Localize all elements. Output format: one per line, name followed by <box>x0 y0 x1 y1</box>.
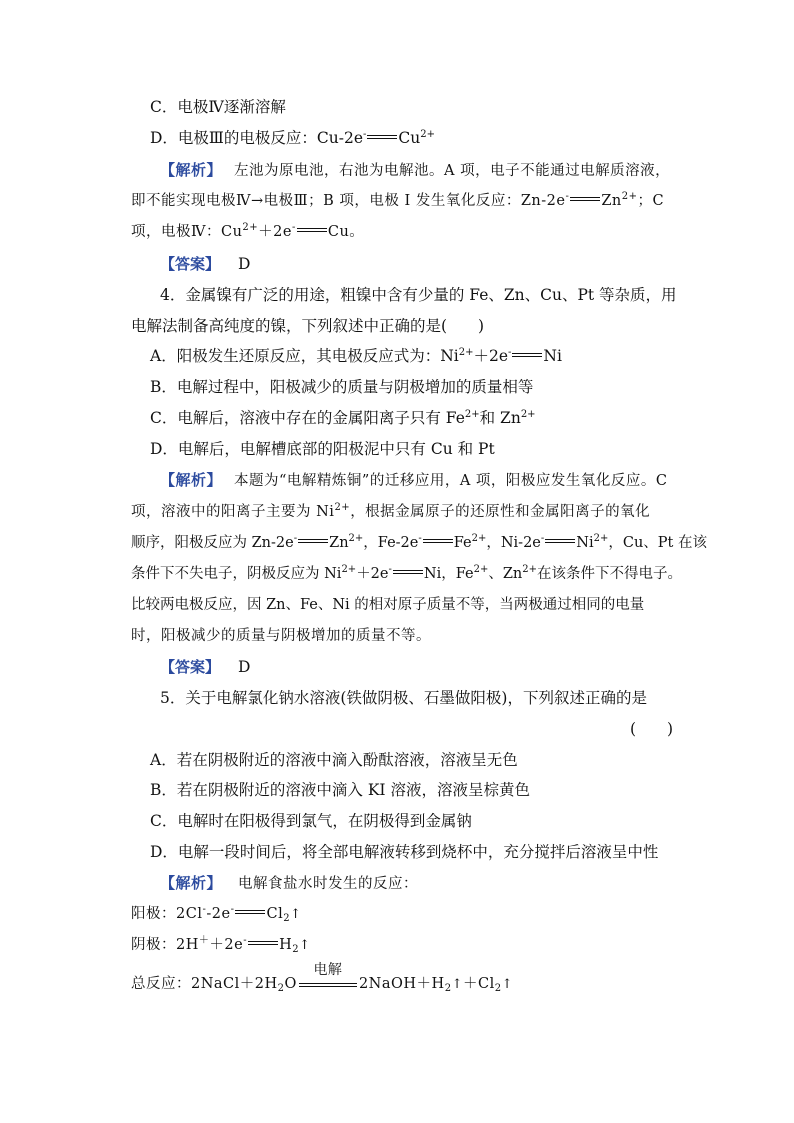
superscript: - <box>243 935 248 946</box>
reaction-condition <box>299 962 357 994</box>
condition-label: 电解 <box>313 962 343 978</box>
q5-total-equation <box>131 962 513 995</box>
option-text: D．电极Ⅲ的电极反应：Cu-2e <box>150 129 363 147</box>
analysis-text: 项，电极Ⅳ：Cu <box>131 224 243 240</box>
option-text: C．电解后，溶液中存在的金属阳离子只有 Fe <box>150 409 465 427</box>
option-text: Cu <box>398 129 421 147</box>
equals-sign <box>297 228 327 232</box>
analysis-text: 阴极：2H <box>131 937 199 953</box>
q5-anode-equation <box>131 904 301 925</box>
analysis-text: 阳极：2Cl <box>131 906 203 922</box>
superscript: 2+ <box>420 129 435 140</box>
superscript: 2+ <box>522 564 537 575</box>
q3-option-c <box>150 97 286 117</box>
superscript: 2+ <box>334 502 351 513</box>
gas-arrow-icon: ↑ <box>290 907 302 922</box>
analysis-text: 电解食盐水时发生的反应： <box>238 876 419 892</box>
answer-tag: 【答案】 <box>160 255 221 273</box>
analysis-text: 本题为“电解精炼铜”的迁移应用，A 项，阳极应发生氧化反应。C <box>234 473 668 489</box>
analysis-text: Zn <box>601 193 622 209</box>
q4-analysis-line-5 <box>131 595 644 615</box>
equals-sign <box>570 197 600 201</box>
q4-stem-line-2 <box>131 316 484 336</box>
q3-analysis-line-2 <box>131 191 664 211</box>
q4-option-c <box>150 408 536 428</box>
superscript: 2+ <box>520 409 536 420</box>
analysis-tag: 【解析】 <box>160 874 223 892</box>
equals-sign <box>545 539 575 543</box>
equals-sign <box>512 353 542 357</box>
option-text: B．若在阴极附近的溶液中滴入 KI 溶液，溶液呈棕黄色 <box>150 781 530 799</box>
q4-option-a <box>150 346 562 366</box>
superscript: 2+ <box>348 533 364 544</box>
equals-sign <box>393 570 423 574</box>
q5-answer-paren <box>630 719 673 739</box>
analysis-text: ＋2e <box>356 566 389 582</box>
q3-answer <box>160 254 250 274</box>
gas-arrow-icon: ↑ <box>451 977 463 992</box>
superscript: 2+ <box>621 191 638 202</box>
analysis-text: 左池为原电池，右池为电解池。A 项，电子不能通过电解质溶液， <box>234 163 671 179</box>
option-text: D．电解后，电解槽底部的阳极泥中只有 Cu 和 Pt <box>150 440 495 458</box>
q5-cathode-equation <box>131 935 311 956</box>
analysis-text: Ni <box>576 535 594 551</box>
equals-sign <box>423 539 453 543</box>
analysis-text: 时，阳极减少的质量与阴极增加的质量不等。 <box>131 628 431 644</box>
subscript: 2 <box>494 983 502 994</box>
analysis-text: H <box>279 937 293 953</box>
analysis-text: Ni，Fe <box>423 566 474 582</box>
q4-answer <box>160 657 250 677</box>
superscript: 2+ <box>458 347 474 358</box>
subscript: 2 <box>283 913 291 924</box>
subscript: 2 <box>444 983 452 994</box>
equals-sign <box>248 941 278 945</box>
analysis-text: 条件下不失电子，阴极反应为 Ni <box>131 566 342 582</box>
q4-option-b <box>150 377 533 397</box>
analysis-text: ，Cu、Pt 在该 <box>608 535 707 551</box>
option-text: C．电极Ⅳ逐渐溶解 <box>150 98 286 116</box>
answer-value: D <box>238 255 251 273</box>
q5-option-a <box>150 750 518 770</box>
analysis-text: Zn <box>329 535 349 551</box>
q5-option-c <box>150 811 472 831</box>
q4-analysis-line-4 <box>131 564 682 584</box>
q4-analysis-line-1 <box>160 470 668 491</box>
option-text: C．电解时在阳极得到氯气，在阴极得到金属钠 <box>150 812 472 830</box>
equals-sign <box>367 135 397 139</box>
analysis-text: -2e <box>206 906 231 922</box>
q5-stem <box>160 688 647 708</box>
superscript: - <box>363 129 367 140</box>
q5-option-d <box>150 842 658 862</box>
analysis-tag: 【解析】 <box>160 471 223 489</box>
superscript: - <box>291 222 296 233</box>
question-stem: 4．金属镍有广泛的用途，粗镍中含有少量的 Fe、Zn、Cu、Pt 等杂质，用 <box>160 286 677 304</box>
analysis-tag: 【解析】 <box>160 161 223 179</box>
gas-arrow-icon: ↑ <box>299 938 311 953</box>
subscript: 2 <box>277 983 285 994</box>
analysis-text: ，Fe-2e <box>363 535 419 551</box>
analysis-text: O <box>284 976 297 992</box>
q4-analysis-line-3 <box>131 533 707 553</box>
superscript: 2+ <box>593 533 609 544</box>
q4-analysis-line-2 <box>131 502 650 522</box>
superscript: - <box>202 904 207 915</box>
analysis-text: 顺序，阳极反应为 Zn-2e <box>131 535 294 551</box>
q5-analysis-line-1 <box>160 873 418 894</box>
option-text: 和 Zn <box>479 409 521 427</box>
analysis-text: 总反应：2NaCl＋2H <box>131 976 278 992</box>
answer-value: D <box>238 658 251 676</box>
option-text: D．电解一段时间后，将全部电解液转移到烧杯中，充分搅拌后溶液呈中性 <box>150 843 659 861</box>
gas-arrow-icon: ↑ <box>501 977 513 992</box>
analysis-text: 即不能实现电极Ⅳ→电极Ⅲ；B 项，电极 Ⅰ 发生氧化反应：Zn-2e <box>131 193 566 209</box>
analysis-text: 项，溶液中的阳离子主要为 Ni <box>131 504 335 520</box>
superscript: - <box>540 533 545 544</box>
analysis-text: 在该条件下不得电子。 <box>537 566 682 582</box>
analysis-text: ＋Cl <box>462 976 495 992</box>
q4-option-d <box>150 439 495 459</box>
option-text: ＋2e <box>473 347 509 365</box>
superscript: 2+ <box>341 564 357 575</box>
option-text: Ni <box>543 347 562 365</box>
analysis-text: 比较两电极反应，因 Zn、Fe、Ni 的相对原子质量不等，当两极通过相同的电量 <box>131 597 645 613</box>
analysis-text: Fe <box>453 535 472 551</box>
analysis-text: Cl <box>266 906 284 922</box>
q3-analysis-line-3 <box>131 222 364 242</box>
answer-blank: ( ) <box>630 720 674 738</box>
analysis-text: Cu。 <box>327 224 365 240</box>
analysis-text: ，Ni-2e <box>486 535 541 551</box>
equals-sign <box>235 910 265 914</box>
analysis-text: 2NaOH＋H <box>358 976 445 992</box>
superscript: - <box>388 564 392 575</box>
analysis-text: ＋2e <box>258 224 292 240</box>
option-text: A．阳极发生还原反应，其电极反应式为：Ni <box>150 347 459 365</box>
equals-sign <box>298 539 328 543</box>
superscript: - <box>565 191 570 202</box>
superscript: ＋ <box>198 935 210 946</box>
superscript: - <box>508 347 512 358</box>
analysis-text: 、Zn <box>488 566 523 582</box>
subscript: 2 <box>292 944 300 955</box>
analysis-text: ；C <box>637 193 665 209</box>
q3-analysis-line-1 <box>160 160 670 181</box>
superscript: 2+ <box>464 409 480 420</box>
option-text: A．若在阴极附近的溶液中滴入酚酞溶液，溶液呈无色 <box>150 751 518 769</box>
superscript: 2+ <box>242 222 259 233</box>
option-text: B．电解过程中，阳极减少的质量与阴极增加的质量相等 <box>150 378 534 396</box>
q3-option-d <box>150 128 435 148</box>
analysis-text: ，根据金属原子的还原性和金属阳离子的氧化 <box>350 504 651 520</box>
superscript: 2+ <box>471 533 487 544</box>
q5-option-b <box>150 780 530 800</box>
q4-analysis-line-6 <box>131 626 431 646</box>
question-stem: 5．关于电解氯化钠水溶液(铁做阴极、石墨做阳极)，下列叙述正确的是 <box>160 689 647 707</box>
superscript: - <box>230 904 235 915</box>
answer-tag: 【答案】 <box>160 658 221 676</box>
question-stem: 电解法制备高纯度的镍，下列叙述中正确的是( ) <box>131 317 485 335</box>
q4-stem-line-1 <box>160 285 677 305</box>
equals-sign <box>299 983 357 987</box>
analysis-text: ＋2e <box>209 937 244 953</box>
superscript: - <box>418 533 422 544</box>
superscript: - <box>293 533 298 544</box>
superscript: 2+ <box>473 564 489 575</box>
